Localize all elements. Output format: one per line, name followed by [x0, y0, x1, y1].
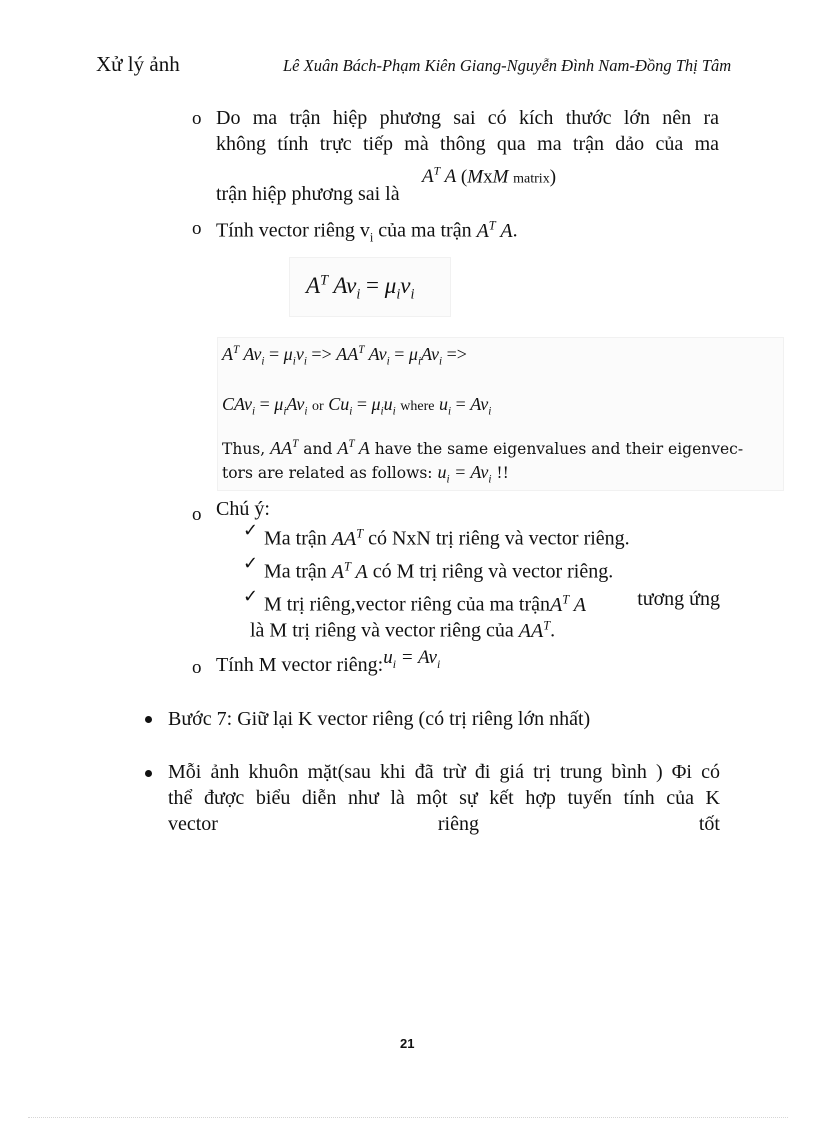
note-item-3-a: M trị riêng,vector riêng của ma trận [264, 593, 550, 616]
para3: Tính M vector $riêng:u_i = Av_i$ [216, 647, 441, 676]
para2-text: Tính vector riêng $v_i$ của ma trận $A^T$ A. [216, 218, 518, 245]
header-authors: Lê Xuân Bách-Phạm Kiên Giang-Nguyễn Đình Nam-Đồng Thị Tâm [283, 56, 732, 75]
para1-line2: không tính trực tiếp mà thông qua ma trận dảo của ma [216, 133, 719, 155]
para1-line3: trận hiệp phương sai là [216, 183, 400, 205]
circle-bullet: o [192, 108, 202, 129]
derivation-line2: $CAv_i = \mu_iAv_i$ or $Cu_i = \mu_iu_i$ where $u_i = Av_i$ [222, 394, 492, 418]
note-item-3-c: là M trị riêng và vector riêng của [250, 619, 514, 642]
circle-bullet: o [192, 504, 202, 525]
note-item-1-a: Ma trận [264, 527, 327, 550]
note-item-2: Ma trận $A^T$ A có M trị riêng và vector riêng. [264, 559, 614, 583]
para1-line1: Do ma trận hiệp phương sai có kích thước lớn nên ra [216, 107, 719, 129]
math-ata-mxm: $A^T$ A (MxM matrix) [422, 165, 557, 188]
note-title: Chú ý: [216, 498, 270, 520]
check-icon: ✓ [243, 520, 259, 541]
bullet-dot [145, 770, 152, 777]
derivation-line1: $A^T$ $Av_i = \mu_iv_i => AA^T$ $Av_i = \mu_iAv_i$ => [222, 344, 467, 368]
thus-word: Thus, [222, 440, 266, 458]
check-icon: ✓ [243, 586, 259, 607]
note-item-3-line2: là M trị riêng và vector riêng của $AA^T$. [250, 618, 556, 642]
circle-bullet: o [192, 218, 202, 239]
where-word: where [400, 399, 435, 414]
or-word: or [312, 399, 324, 414]
page-bottom-rule [28, 1117, 788, 1118]
circle-bullet: o [192, 657, 202, 678]
para2-sub: i [369, 230, 374, 245]
matrix-word: matrix [513, 171, 550, 187]
derivation-thus-line2: tors are related as follows: $u_i = Av_i$ !! [222, 462, 509, 486]
note-item-3-b: tương ứng [637, 588, 720, 610]
thus-exclaim: !! [496, 464, 509, 482]
and-word: and [303, 440, 333, 458]
check-icon: ✓ [243, 553, 259, 574]
note-item-2-b: có M trị riêng và vector riêng. [372, 560, 614, 583]
thus-rest: have the same eigenvalues and their eigenvec- [374, 440, 744, 458]
note-item-3-line1: M trị riêng,vector riêng của ma trậnA$^T$ A tương ứng [264, 588, 720, 616]
thus-line2-text: tors are related as follows: [222, 464, 433, 482]
para2-label: Tính vector riêng v [216, 219, 370, 242]
bullet-dot [145, 716, 152, 723]
note-item-1-b: có NxN trị riêng và vector riêng. [368, 527, 630, 550]
derivation-box [218, 338, 783, 490]
note-item-1: Ma trận $AA^T$ có NxN trị riêng và vector riêng. [264, 526, 630, 550]
page-number: 21 [400, 1036, 415, 1051]
equation-box: $A^T$ $Av_i = \mu_iv_i$ [290, 258, 450, 316]
para3-text: Tính M vector riêng: [216, 654, 384, 676]
step8-line3: vector riêng tốt [168, 813, 720, 835]
derivation-thus-line1: Thus, $AA^T$ and $A^T$ A have the same eigenvalues and their eigenvec- [222, 438, 744, 458]
note-item-2-a: Ma trận [264, 560, 327, 583]
para2-label2: của ma trận [373, 219, 477, 242]
step8-line2: thể được biểu diễn như là một sự kết hợp tuyến tính của K [168, 787, 720, 809]
step8-line1: Mỗi ảnh khuôn mặt(sau khi đã trừ đi giá trị trung bình ) Φi có [168, 761, 720, 783]
step7-text: Bước 7: Giữ lại K vector riêng (có trị riêng lớn nhất) [168, 708, 591, 730]
header-left-title: Xử lý ảnh [96, 52, 180, 76]
